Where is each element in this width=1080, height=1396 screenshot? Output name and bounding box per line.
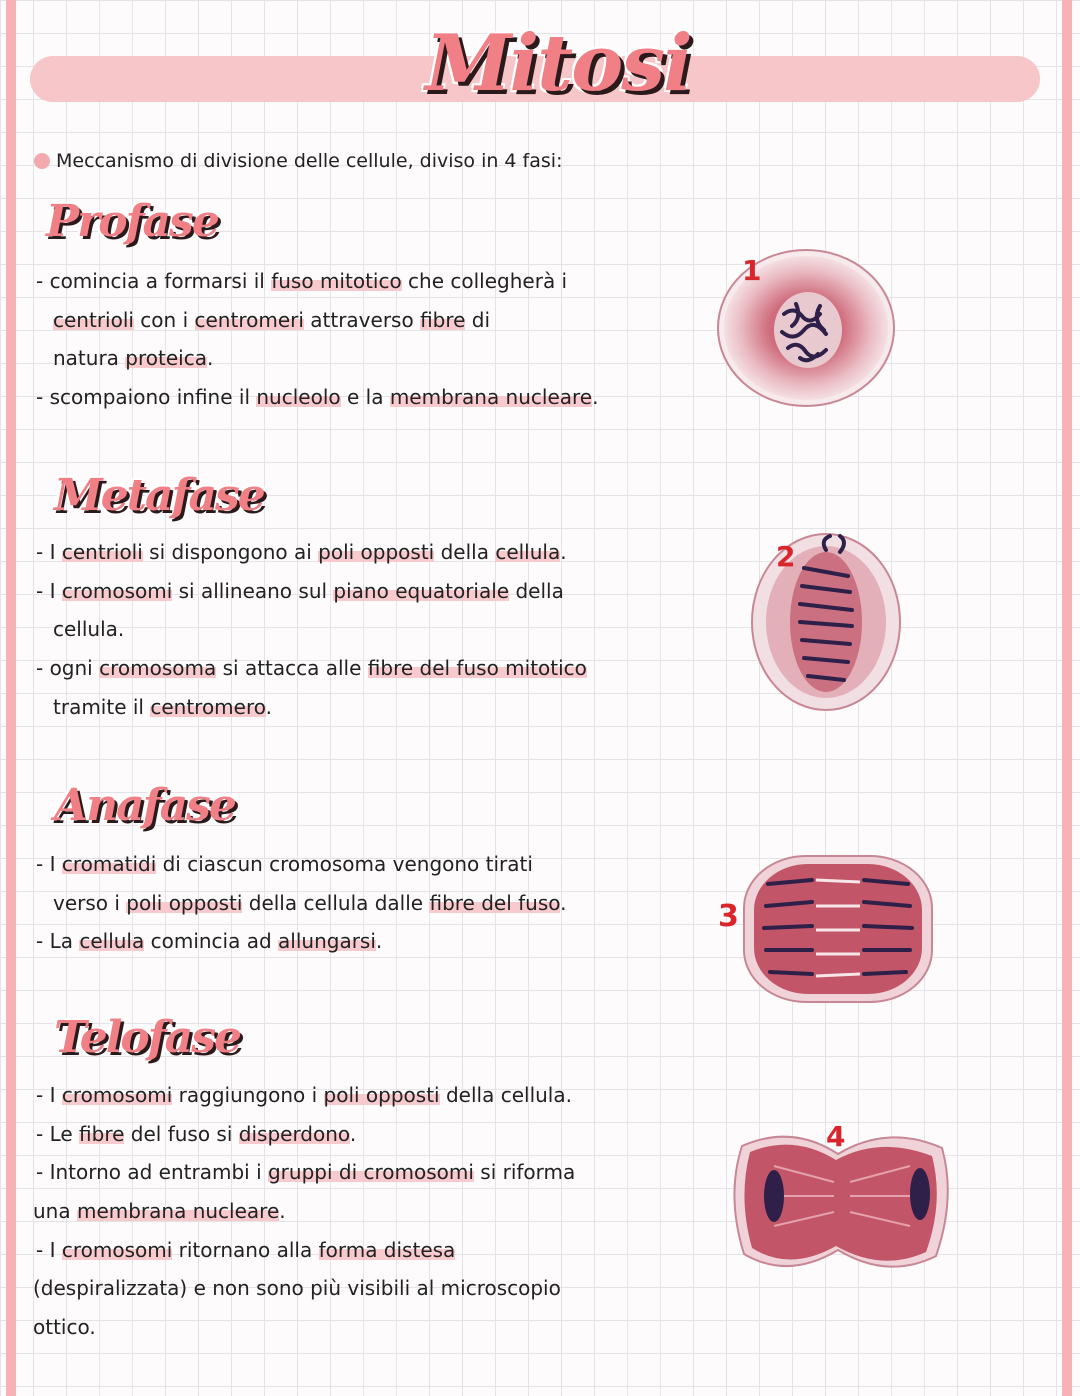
highlighted-term: poli opposti	[323, 1083, 440, 1107]
highlighted-term: fuso mitotico	[271, 269, 402, 293]
text-line	[36, 1115, 575, 1154]
text-line	[36, 262, 598, 301]
text-line	[36, 378, 598, 417]
text-line	[36, 884, 567, 923]
text-segment: che collegherà i	[401, 269, 568, 293]
text-segment: - ogni	[36, 656, 100, 681]
anafase-cell-image	[712, 850, 938, 1008]
text-segment: - scompaiono infine il	[36, 385, 257, 410]
intro-line	[34, 150, 562, 172]
text-line	[36, 922, 567, 961]
text-segment: - I	[36, 540, 62, 564]
phase-title-anafase: Anafase	[54, 780, 235, 831]
text-segment: si attacca alle	[216, 656, 368, 681]
highlighted-term: cromatidi	[61, 852, 157, 876]
text-line	[36, 688, 587, 727]
text-segment: - I	[36, 1237, 62, 1262]
phase-title-profase: Profase	[46, 196, 218, 247]
telofase-cell-image	[730, 1116, 956, 1276]
highlighted-term: cellula	[79, 929, 145, 954]
text-line	[33, 1192, 575, 1231]
highlighted-term: forma distesa	[318, 1237, 456, 1262]
text-segment: una	[33, 1199, 77, 1224]
text-line	[36, 533, 587, 572]
text-segment: tramite il	[53, 694, 151, 719]
page-border-left	[6, 0, 16, 1396]
text-segment: della cellula.	[439, 1083, 572, 1107]
text-segment: .	[560, 540, 567, 564]
highlighted-term: centrioli	[53, 307, 134, 332]
text-segment: si riforma	[473, 1160, 576, 1185]
text-segment: - comincia a formarsi il	[36, 269, 272, 293]
highlighted-term: centrioli	[61, 540, 143, 564]
highlighted-term: poli opposti	[318, 540, 435, 564]
text-segment: si allineano sul	[172, 578, 334, 603]
phase-title-metafase: Metafase	[54, 470, 264, 521]
highlighted-term: piano equatoriale	[333, 578, 510, 603]
highlighted-term: disperdono	[238, 1121, 350, 1146]
page-border-right	[1062, 0, 1072, 1396]
text-line	[36, 649, 587, 688]
highlighted-term: gruppi di cromosomi	[267, 1160, 474, 1185]
highlighted-term: cromosoma	[99, 656, 217, 681]
highlighted-term: cellula	[495, 540, 561, 564]
intro-text: Meccanismo di divisione delle cellule, diviso in 4 fasi:	[56, 150, 563, 172]
highlighted-term: poli opposti	[126, 890, 243, 915]
text-line	[33, 1308, 575, 1347]
text-segment: .	[206, 346, 214, 371]
text-segment: natura	[53, 346, 126, 371]
phase-text-anafase	[36, 845, 567, 961]
highlighted-term: cromosomi	[61, 578, 173, 603]
text-segment: (despiralizzata) e non sono più visibili al microscopio	[33, 1276, 561, 1301]
highlighted-term: allungarsi	[278, 929, 376, 954]
phase-text-metafase	[36, 533, 587, 726]
text-segment: - I	[36, 1083, 62, 1107]
text-segment: .	[349, 1121, 357, 1146]
text-line	[36, 1153, 575, 1192]
metafase-cell-image	[740, 524, 910, 716]
text-line	[36, 301, 598, 340]
text-line	[36, 610, 587, 649]
text-segment: cellula.	[53, 617, 125, 642]
anafase-number: 3	[718, 899, 739, 934]
text-segment: - Le	[36, 1121, 80, 1146]
highlighted-term: fibre del fuso mitotico	[367, 656, 587, 681]
highlighted-term: proteica	[125, 346, 207, 371]
phase-title-telofase: Telofase	[54, 1012, 240, 1063]
highlighted-term: fibre del fuso	[429, 890, 561, 915]
highlighted-term: fibre	[420, 307, 466, 332]
phase-text-profase	[36, 262, 598, 417]
text-segment: ritornano alla	[172, 1237, 319, 1262]
text-segment: .	[375, 929, 383, 954]
text-segment: verso i	[53, 890, 127, 915]
text-line	[33, 1269, 575, 1308]
text-segment: di ciascun cromosoma vengono tirati	[156, 852, 533, 876]
text-segment: di	[465, 307, 491, 332]
highlighted-term: cromosomi	[61, 1237, 173, 1262]
highlighted-term: centromero	[150, 694, 266, 719]
text-line	[36, 1076, 575, 1115]
highlighted-term: fibre	[79, 1121, 125, 1146]
profase-number: 1	[742, 254, 762, 287]
text-segment: della	[434, 540, 496, 564]
text-segment: .	[560, 890, 567, 915]
text-segment: .	[279, 1199, 286, 1224]
bullet-dot-icon	[34, 153, 50, 169]
text-segment: raggiungono i	[172, 1083, 324, 1107]
text-segment: .	[265, 694, 272, 719]
highlighted-term: centromeri	[194, 307, 304, 332]
text-segment: attraverso	[303, 307, 421, 332]
text-line	[36, 845, 567, 884]
highlighted-term: cromosomi	[61, 1083, 173, 1107]
text-segment: - I	[36, 578, 62, 603]
highlighted-term: membrana nucleare	[389, 385, 593, 410]
text-segment: con i	[133, 307, 195, 332]
text-line	[36, 339, 598, 378]
text-segment: ottico.	[33, 1315, 96, 1340]
page-title: Mitosi	[425, 18, 691, 109]
text-segment: della cellula dalle	[242, 890, 430, 915]
text-segment: del fuso si	[124, 1121, 239, 1146]
text-segment: .	[592, 385, 599, 410]
text-segment: comincia ad	[144, 929, 279, 954]
text-segment: - La	[36, 929, 80, 954]
telofase-number: 4	[826, 1120, 846, 1153]
text-line	[36, 1231, 575, 1270]
text-segment: e la	[340, 385, 390, 410]
profase-cell-image	[712, 244, 898, 410]
highlighted-term: membrana nucleare	[76, 1199, 280, 1224]
text-segment: della	[509, 578, 564, 603]
highlighted-term: nucleolo	[256, 385, 341, 410]
text-line	[36, 572, 587, 611]
phase-text-telofase	[33, 1076, 576, 1347]
text-segment: - I	[36, 852, 62, 876]
text-segment: - Intorno ad entrambi i	[36, 1160, 268, 1185]
text-segment: si dispongono ai	[142, 540, 319, 564]
metafase-number: 2	[776, 540, 796, 573]
